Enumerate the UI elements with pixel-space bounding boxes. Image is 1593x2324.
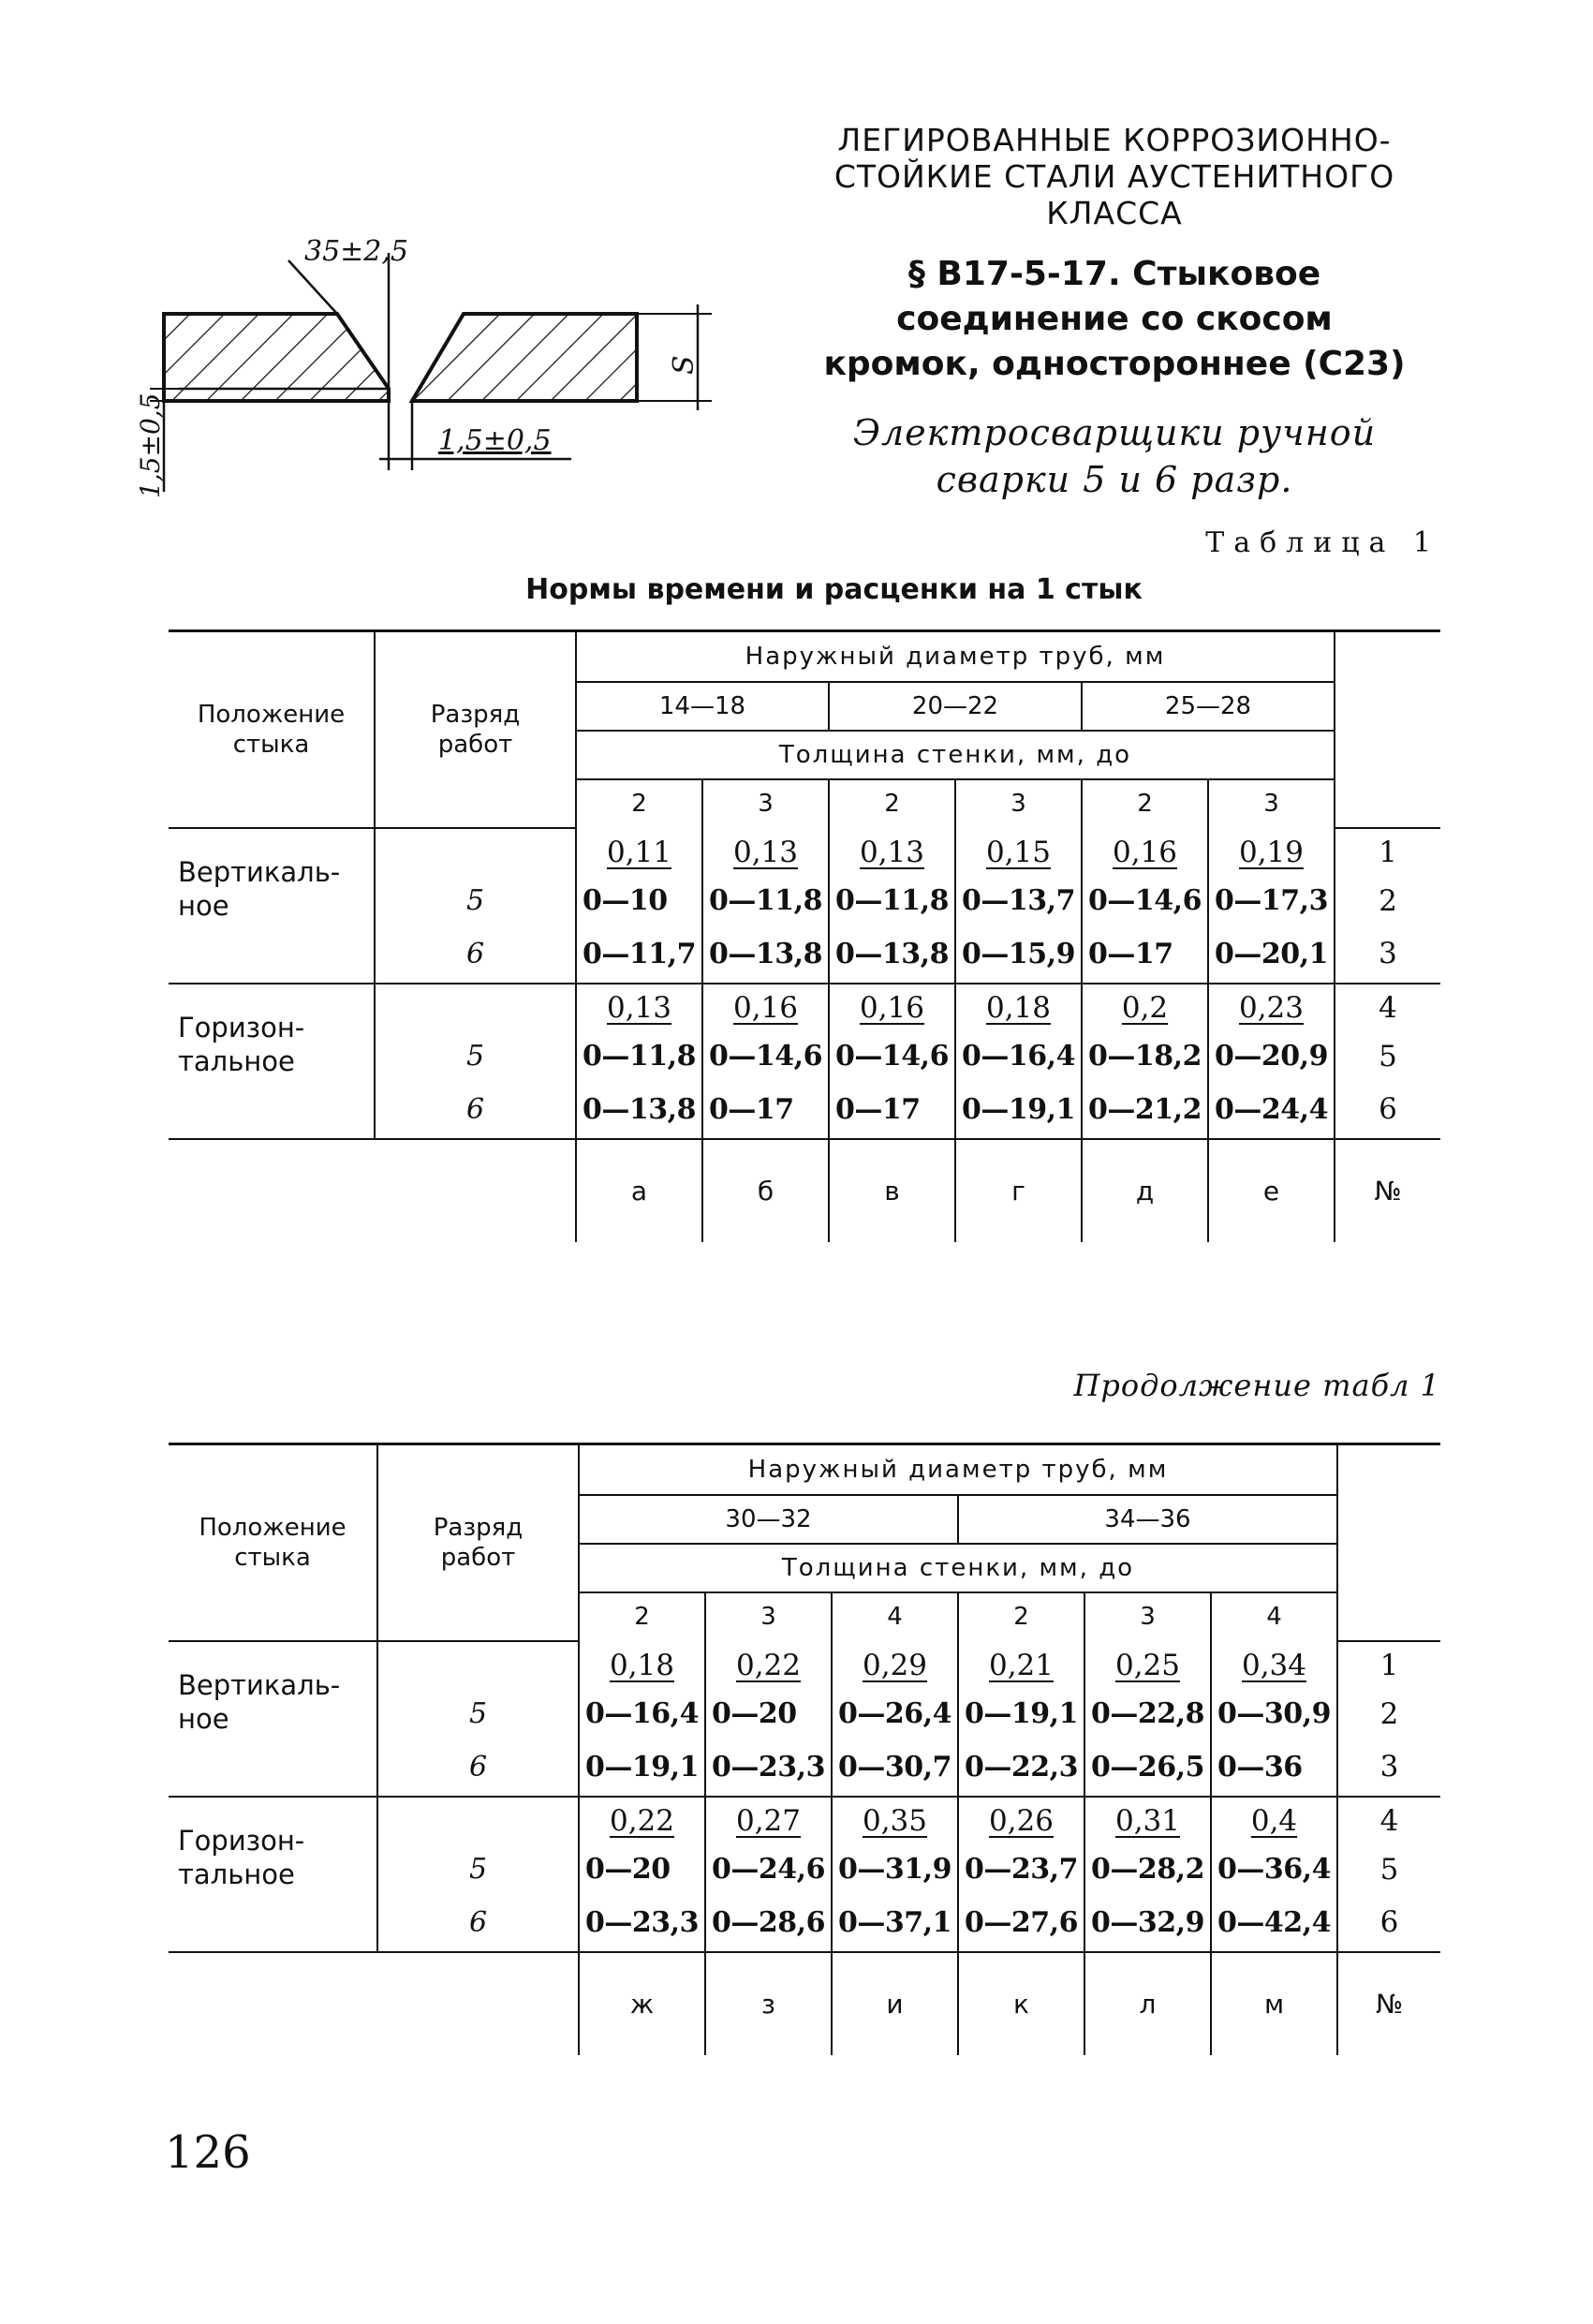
rate-cell: 0—11,8 xyxy=(702,877,829,925)
rate-cell: 0—24,6 xyxy=(705,1845,832,1894)
row-number: 2 xyxy=(1379,883,1397,918)
section-header xyxy=(749,122,1480,503)
norm-time-value: 0,22 xyxy=(609,1804,675,1838)
norm-time-value: 0,16 xyxy=(859,991,925,1025)
row-number: 6 xyxy=(1337,1894,1440,1952)
norm-time-value: 0,21 xyxy=(988,1648,1055,1682)
norm-time-cell xyxy=(958,1641,1084,1690)
wall-cell: 2 xyxy=(579,1592,705,1641)
row-number: 3 xyxy=(1337,1739,1440,1797)
continuation-label: Продолжение табл 1 xyxy=(1073,1368,1440,1403)
norm-time-value: 0,4 xyxy=(1250,1804,1298,1838)
row-number: 5 xyxy=(1379,1039,1397,1073)
rate-cell: 0—15,9 xyxy=(955,925,1082,984)
norm-time-value: 0,19 xyxy=(1238,835,1305,869)
rate-cell: 0—26,4 xyxy=(832,1690,958,1739)
norm-time-cell xyxy=(829,984,955,1032)
letters-spacer xyxy=(169,1952,377,2055)
norm-time-cell xyxy=(579,1641,705,1690)
norm-time-cell xyxy=(576,828,702,877)
rate-cell: 0—26,5 xyxy=(1084,1739,1211,1797)
rate-cell: 0—16,4 xyxy=(955,1032,1082,1081)
rate-cell: 0—20,9 xyxy=(1208,1032,1335,1081)
grade-cell: 6 xyxy=(375,925,576,984)
row-number: 3 xyxy=(1335,925,1440,984)
rate-cell: 0—30,9 xyxy=(1211,1690,1337,1739)
rate-cell: 0—17 xyxy=(702,1081,829,1139)
rate-cell: 0—17 xyxy=(1082,925,1208,984)
diameter-cell: 14—18 xyxy=(576,682,829,731)
norm-time-cell xyxy=(576,984,702,1032)
letters-spacer xyxy=(375,1139,576,1242)
norm-time-value: 0,34 xyxy=(1241,1648,1307,1682)
norm-time-cell xyxy=(829,828,955,877)
norm-time-value: 0,2 xyxy=(1121,991,1169,1025)
rate-cell: 0—11,8 xyxy=(576,1032,702,1081)
grade-cell xyxy=(375,984,576,1032)
row-number: 1 xyxy=(1379,836,1397,869)
rate-cell: 0—14,6 xyxy=(702,1032,829,1081)
norm-time-cell xyxy=(955,984,1082,1032)
num-col-header xyxy=(1337,1444,1440,1641)
col-grade-header: Разряд работ xyxy=(377,1444,579,1641)
norm-time-cell xyxy=(1084,1797,1211,1845)
norm-time-cell xyxy=(579,1797,705,1845)
workers-subtitle: Электросварщики ручной сварки 5 и 6 разр. xyxy=(852,412,1377,500)
row-number: 2 xyxy=(1379,1696,1399,1731)
column-letter: ж xyxy=(579,1952,705,2055)
norm-time-cell xyxy=(958,1797,1084,1845)
num-col-header xyxy=(1335,631,1440,828)
right-plate-shape xyxy=(412,314,637,401)
norm-time-cell xyxy=(1211,1797,1337,1845)
grade-cell xyxy=(377,1797,579,1845)
rate-cell: 0—22,3 xyxy=(958,1739,1084,1797)
rate-cell: 0—36 xyxy=(1211,1739,1337,1797)
wall-cell: 4 xyxy=(1211,1592,1337,1641)
column-letter: д xyxy=(1082,1139,1208,1242)
norm-time-value: 0,16 xyxy=(732,991,799,1025)
norm-time-value: 0,18 xyxy=(609,1648,675,1682)
rate-cell: 0—24,4 xyxy=(1208,1081,1335,1139)
rate-cell: 0—11,7 xyxy=(576,925,702,984)
thickness-label: S xyxy=(668,355,701,375)
norm-time-value: 0,18 xyxy=(985,991,1052,1025)
column-letter: а xyxy=(576,1139,702,1242)
grade-cell: 6 xyxy=(375,1081,576,1139)
norm-time-cell xyxy=(1208,828,1335,877)
wall-cell: 2 xyxy=(1082,779,1208,828)
column-letter: е xyxy=(1208,1139,1335,1242)
rate-cell: 0—11,8 xyxy=(829,877,955,925)
position-cell: Горизон-тальное xyxy=(169,984,375,1139)
wall-thickness-header: Толщина стенки, мм, до xyxy=(579,1544,1337,1592)
wall-cell: 2 xyxy=(958,1592,1084,1641)
column-letter: б xyxy=(702,1139,829,1242)
diameter-cell: 34—36 xyxy=(958,1495,1337,1544)
norm-time-value: 0,22 xyxy=(735,1648,802,1682)
grade-cell: 5 xyxy=(377,1845,579,1894)
norms-table-2 xyxy=(169,1443,1440,2055)
rate-cell: 0—22,8 xyxy=(1084,1690,1211,1739)
norm-time-value: 0,31 xyxy=(1114,1804,1181,1838)
col-position-header: Положение стыка xyxy=(169,1444,377,1641)
rate-cell: 0—17 xyxy=(829,1081,955,1139)
wall-cell: 3 xyxy=(955,779,1082,828)
rate-cell: 0—27,6 xyxy=(958,1894,1084,1952)
norm-time-cell xyxy=(1084,1641,1211,1690)
rate-cell: 0—20,1 xyxy=(1208,925,1335,984)
rate-cell: 0—13,8 xyxy=(829,925,955,984)
position-cell: Вертикаль-ное xyxy=(169,828,375,984)
norm-time-value: 0,27 xyxy=(735,1804,802,1838)
diameter-cell: 20—22 xyxy=(829,682,1082,731)
norms-table-1 xyxy=(169,629,1440,1242)
rate-cell: 0—13,7 xyxy=(955,877,1082,925)
norm-time-value: 0,25 xyxy=(1114,1648,1181,1682)
row-number: 1 xyxy=(1379,1649,1399,1682)
wall-cell: 3 xyxy=(1084,1592,1211,1641)
norm-time-cell xyxy=(1208,984,1335,1032)
rate-cell: 0—36,4 xyxy=(1211,1845,1337,1894)
column-letter: в xyxy=(829,1139,955,1242)
num-label: № xyxy=(1375,1988,1404,2020)
grade-cell: 5 xyxy=(375,877,576,925)
norm-time-value: 0,35 xyxy=(862,1804,928,1838)
rate-cell: 0—23,3 xyxy=(579,1894,705,1952)
wall-thickness-header: Толщина стенки, мм, до xyxy=(576,731,1335,779)
grade-cell: 6 xyxy=(377,1739,579,1797)
diameter-cell: 30—32 xyxy=(579,1495,958,1544)
norm-time-value: 0,13 xyxy=(606,991,672,1025)
norm-time-cell xyxy=(705,1797,832,1845)
category-title: ЛЕГИРОВАННЫЕ КОРРОЗИОННО-СТОЙКИЕ СТАЛИ АУСТЕНИТНОГО КЛАССА xyxy=(833,122,1395,231)
column-letter: г xyxy=(955,1139,1082,1242)
rate-cell: 0—23,3 xyxy=(705,1739,832,1797)
wall-cell: 3 xyxy=(702,779,829,828)
angle-label: 35±2,5 xyxy=(304,235,409,268)
rate-cell: 0—20 xyxy=(705,1690,832,1739)
root-face-label: 1,5±0,5 xyxy=(135,392,166,498)
norm-time-cell xyxy=(702,828,829,877)
rate-cell: 0—31,9 xyxy=(832,1845,958,1894)
norm-time-cell xyxy=(832,1641,958,1690)
rate-cell: 0—18,2 xyxy=(1082,1032,1208,1081)
rate-cell: 0—19,1 xyxy=(579,1739,705,1797)
wall-cell: 3 xyxy=(1208,779,1335,828)
norm-time-value: 0,29 xyxy=(862,1648,928,1682)
page-number: 126 xyxy=(165,2126,251,2179)
diameter-header: Наружный диаметр труб, мм xyxy=(576,631,1335,682)
grade-cell: 5 xyxy=(375,1032,576,1081)
wall-cell: 4 xyxy=(832,1592,958,1641)
rate-cell: 0—14,6 xyxy=(829,1032,955,1081)
section-title: § В17-5-17. Стыковое соединение со скосом кромок, одностороннее (С23) xyxy=(823,255,1406,383)
norm-time-value: 0,11 xyxy=(606,835,672,869)
position-cell: Вертикаль-ное xyxy=(169,1641,377,1797)
rate-cell: 0—28,6 xyxy=(705,1894,832,1952)
norm-time-cell xyxy=(702,984,829,1032)
rate-cell: 0—32,9 xyxy=(1084,1894,1211,1952)
rate-cell: 0—10 xyxy=(576,877,702,925)
norm-time-value: 0,26 xyxy=(988,1804,1055,1838)
rate-cell: 0—14,6 xyxy=(1082,877,1208,925)
position-cell: Горизон-тальное xyxy=(169,1797,377,1952)
rate-cell: 0—42,4 xyxy=(1211,1894,1337,1952)
diameter-cell: 25—28 xyxy=(1082,682,1335,731)
table-title: Нормы времени и расценки на 1 стык xyxy=(525,573,1143,606)
rate-cell: 0—21,2 xyxy=(1082,1081,1208,1139)
norm-time-cell xyxy=(1082,828,1208,877)
rate-cell: 0—20 xyxy=(579,1845,705,1894)
column-letter: и xyxy=(832,1952,958,2055)
grade-cell xyxy=(377,1641,579,1690)
rate-cell: 0—28,2 xyxy=(1084,1845,1211,1894)
grade-cell: 6 xyxy=(377,1894,579,1952)
rate-cell: 0—13,8 xyxy=(576,1081,702,1139)
norm-time-value: 0,16 xyxy=(1112,835,1178,869)
col-position-header: Положение стыка xyxy=(169,631,375,828)
rate-cell: 0—30,7 xyxy=(832,1739,958,1797)
rate-cell: 0—19,1 xyxy=(958,1690,1084,1739)
row-number: 5 xyxy=(1379,1852,1399,1887)
grade-cell: 5 xyxy=(377,1690,579,1739)
gap-label: 1,5±0,5 xyxy=(438,424,552,457)
column-letter: м xyxy=(1211,1952,1337,2055)
norm-time-cell xyxy=(955,828,1082,877)
wall-cell: 2 xyxy=(576,779,702,828)
row-number: 6 xyxy=(1335,1081,1440,1139)
norm-time-value: 0,15 xyxy=(985,835,1052,869)
table-label: Таблица 1 xyxy=(1205,526,1440,559)
norm-time-cell xyxy=(705,1641,832,1690)
row-number: 4 xyxy=(1379,991,1397,1025)
rate-cell: 0—13,8 xyxy=(702,925,829,984)
norm-time-value: 0,13 xyxy=(859,835,925,869)
letters-spacer xyxy=(169,1139,375,1242)
norm-time-value: 0,13 xyxy=(732,835,799,869)
diameter-header: Наружный диаметр труб, мм xyxy=(579,1444,1337,1495)
column-letter: з xyxy=(705,1952,832,2055)
column-letter: л xyxy=(1084,1952,1211,2055)
rate-cell: 0—23,7 xyxy=(958,1845,1084,1894)
grade-cell xyxy=(375,828,576,877)
norm-time-cell xyxy=(1082,984,1208,1032)
rate-cell: 0—37,1 xyxy=(832,1894,958,1952)
norm-time-cell xyxy=(1211,1641,1337,1690)
rate-cell: 0—17,3 xyxy=(1208,877,1335,925)
row-number: 4 xyxy=(1379,1804,1399,1838)
norm-time-value: 0,23 xyxy=(1238,991,1305,1025)
col-grade-header: Разряд работ xyxy=(375,631,576,828)
wall-cell: 3 xyxy=(705,1592,832,1641)
column-letter: к xyxy=(958,1952,1084,2055)
wall-cell: 2 xyxy=(829,779,955,828)
num-label: № xyxy=(1374,1175,1402,1206)
letters-spacer xyxy=(377,1952,579,2055)
rate-cell: 0—19,1 xyxy=(955,1081,1082,1139)
rate-cell: 0—16,4 xyxy=(579,1690,705,1739)
weld-joint-diagram xyxy=(135,225,740,506)
norm-time-cell xyxy=(832,1797,958,1845)
